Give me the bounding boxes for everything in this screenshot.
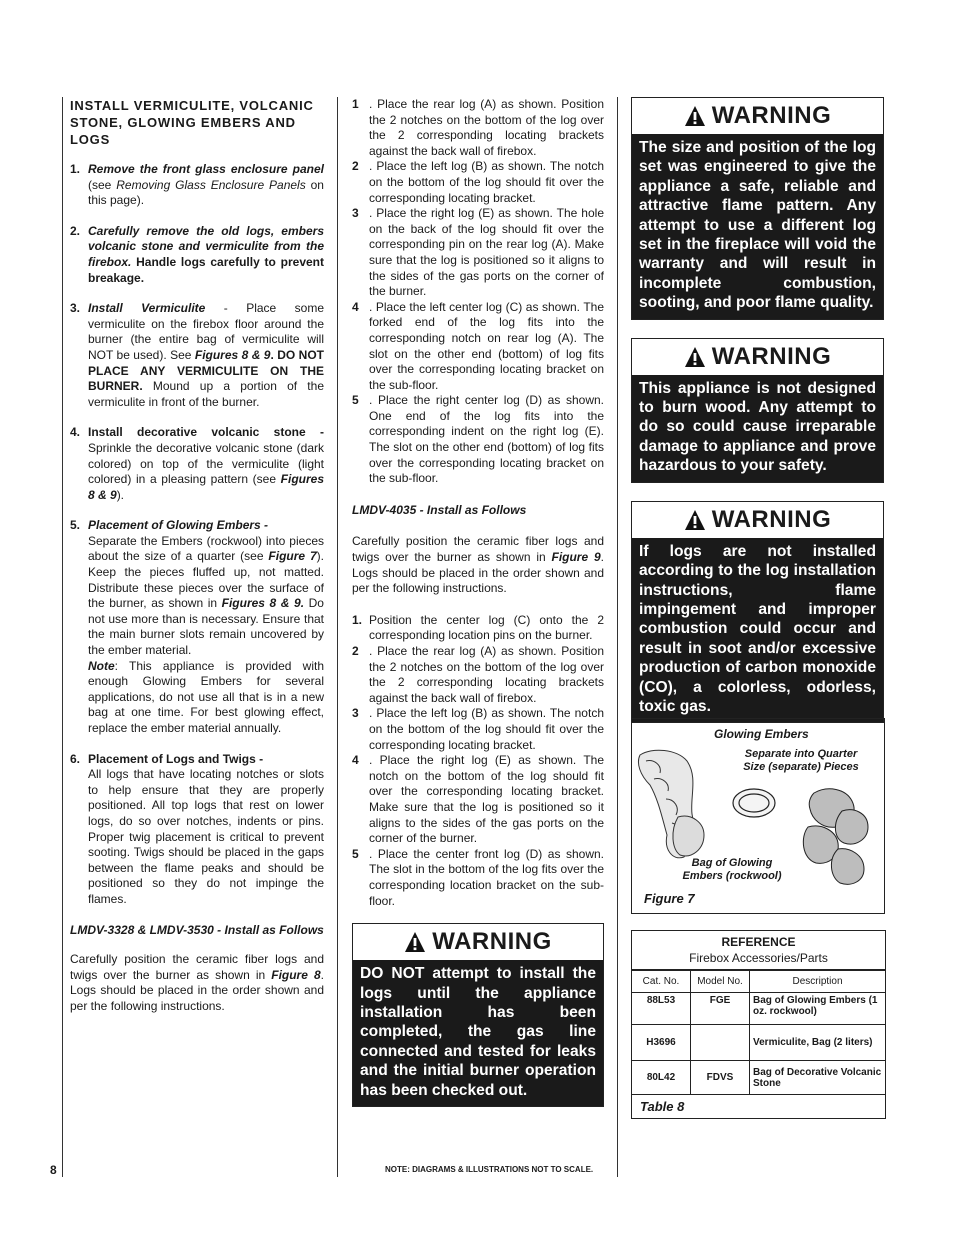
embers-illustration [632,719,884,913]
warning-text: If logs are not installed according to the log installation instructions, flame impingement and improper combustion could occur and result in soot and/or excessive production of carbon monoxide (CO), a colorless, odorless, toxic gas. [632,538,883,723]
warning-box-log-set [631,97,884,320]
list-item: 3 . Place the left log (B) as shown. The notch on the bottom of the log should fit over the corresponding locating bracket. [352,706,604,752]
list-item: 3 . Place the right log (E) as shown. The hole on the back of the log should fit over the corresponding pin on the rear log (A). Make sure that the log is positioned so it aligns to the sides of the gas ports on the corner of the burner. [352,206,604,299]
warning-title: WARNING [711,505,832,533]
column-2 [352,97,604,1125]
warning-box-combustion [631,501,884,724]
list-item: 5 . Place the right center log (D) as shown. One end of the log fits into the corresponding indent on the right log (E). The slot on the other end (bottom) of log fits over the corresponding locating bracket on the sub-floor. [352,393,604,486]
figure-caption: Figure 7 [644,891,695,906]
step-4: 4. Install decorative volcanic stone - Sprinkle the decorative volcanic stone (dark colored) on top of the vermiculite (light colored) in a pleasing pattern (see Figures 8 & 9). [70,425,324,502]
ember-bag-bottom [673,816,704,856]
warning-title: WARNING [432,928,552,956]
column-divider-left [62,97,63,1177]
footer-note: NOTE: DIAGRAMS & ILLUSTRATIONS NOT TO SCALE. [385,1165,594,1174]
warning-box-wood [631,338,884,483]
figure-7 [631,718,885,914]
warning-triangle-icon [684,105,706,127]
step-2: 2. Carefully remove the old logs, embers volcanic stone and vermiculite from the firebox. Handle logs carefully to prevent breakage. [70,223,324,285]
step-6: 6. Placement of Logs and Twigs - All logs that have locating notches or slots to help ensure that they are properly positioned. All top logs that rest on lower logs, do so over notches, indents or pins. Proper twig placement is critical to prevent sooting. Twigs should be placed in the gaps between the flame peaks and should be positioned so they do not impinge the flames. [70,751,324,906]
warning-title: WARNING [711,102,832,130]
warning-box-install [352,923,604,1107]
warning-triangle-icon [684,346,706,368]
warning-text: This appliance is not designed to burn wood. Any attempt to do so could cause irreparable damage to appliance and prove hazardous to your safety. [632,375,883,482]
step-5: 5. Placement of Glowing Embers - Separate the Embers (rockwool) into pieces about the size of a quarter (see Figure 7). Keep the pieces fluffed up, not matted. Distribute these pieces over the surface of the burner, as shown in Figures 8 & 9. Do not use more than is necessary. Ensure that the main burner slots remain uncovered by the ember material. Note: This appliance is provided with enough Glowing Embers for several applications, do not use all that is in a new bag at one time. For best glowing effect, replace the ember material annually. [70,518,324,735]
column-divider-middle [337,97,338,1177]
closing-paragraph: Carefully position the ceramic fiber logs and twigs over the burner as shown in Figure 8. Logs should be placed in the order shown and per the following instructions. [70,952,324,1013]
table-header-row: Cat. No. Model No. Description [632,971,885,993]
sub-heading-lmdv-4035: LMDV-4035 - Install as Follows [352,502,527,517]
ember-pieces [803,789,868,884]
log-list-b [352,613,604,909]
list-item: 2 . Place the rear log (A) as shown. Position the 2 notches on the bottom of the log over the 2 corresponding locating brackets against the back wall of firebox. [352,644,604,705]
column-3 [631,97,884,741]
log-list-a [352,97,604,487]
figure-label-separate: Separate into Quarter Size (separate) Pieces [743,748,859,773]
table-row: 88L53 FGE Bag of Glowing Embers (1 oz. rockwool) [632,993,885,1025]
list-item: 1 . Place the rear log (A) as shown. Position the 2 notches on the bottom of the log over the 2 corresponding locating brackets against the back wall of firebox. [352,97,604,158]
step-1: 1. Remove the front glass enclosure panel (see Removing Glass Enclosure Panels on this page). [70,162,324,208]
column-divider-right [617,97,618,1177]
list-item: 5 . Place the center front log (D) as shown. The slot in the bottom of the log fits over the corresponding location bracket on the sub-floor. [352,846,604,908]
figure-label-bag: Bag of Glowing Embers (rockwool) [682,857,782,882]
warning-text: The size and position of the log set was engineered to give the appliance a safe, reliable and attractive flame pattern. Any attempt to use a different log set in the fireplace will void the warranty and will result in incomplete combustion, sooting, and poor flame quality. [632,134,883,319]
page-number: 8 [50,1163,57,1177]
quarter-coin [733,789,775,817]
table-row: 80L42 FDVS Bag of Decorative Volcanic Stone [632,1061,885,1095]
list-item: 4 . Place the right log (E) as shown. The notch on the bottom of the log should fit over the corresponding locating bracket. Make sure that the log is positioned so it aligns to the sides of the gas ports on the corner of the burner. [352,753,604,846]
list-item: 1. Position the center log (C) onto the 2 corresponding location pins on the burner. [352,612,604,643]
parts-table [632,970,885,1095]
intro-paragraph: Carefully position the ceramic fiber logs and twigs over the burner as shown in Figure 9. Logs should be placed in the order shown and per the following instructions. [352,534,604,596]
warning-triangle-icon [684,509,706,531]
sub-heading-lmdv-3328: LMDV-3328 & LMDV-3530 - Install as Follows [70,922,324,937]
reference-table [631,930,886,1119]
table-caption: Table 8 [640,1099,685,1114]
list-item: 2 . Place the left log (B) as shown. The notch on the bottom of the log should fit over the corresponding locating bracket. [352,159,604,205]
list-item: 4 . Place the left center log (C) as shown. The forked end of the log fits into the corresponding notch on rear log (A). The slot on the other end (bottom) of log fits over the corresponding locating bracket on the sub-floor. [352,299,604,392]
figure-title: Glowing Embers [714,727,809,741]
warning-text: DO NOT attempt to install the logs until the appliance installation has been completed, the gas line connected and tested for leaks and the initial burner operation has been checked out. [353,960,603,1106]
warning-title: WARNING [711,342,832,370]
table-header: REFERENCE Firebox Accessories/Parts [632,931,885,970]
section-title: INSTALL VERMICULITE, VOLCANIC STONE, GLOWING EMBERS AND LOGS [70,98,314,147]
column-1 [70,97,324,1029]
step-3: 3. Install Vermiculite - Place some vermiculite on the firebox floor around the burner (the entire bag of vermiculite will NOT be used). See Figures 8 & 9. DO NOT PLACE ANY VERMICULITE ON THE BURNER. Mound up a portion of the vermiculite in front of the burner. [70,301,324,409]
table-row: H3696 Vermiculite, Bag (2 liters) [632,1025,885,1061]
warning-triangle-icon [404,931,426,953]
